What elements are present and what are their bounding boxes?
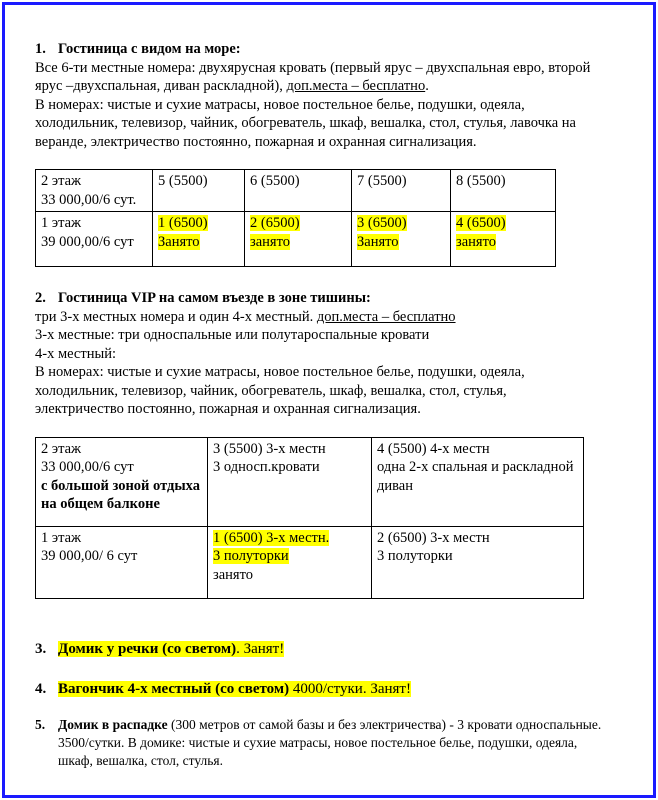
- room-cell: 5 (5500): [153, 170, 245, 212]
- price-label: 39 000,00/6 сут: [41, 233, 134, 250]
- text-line: В номерах: чистые и сухие матрасы, новое постельное белье, подушки, одеяла,: [35, 364, 525, 380]
- room-status: занято: [213, 566, 253, 583]
- text-span: три 3-х местных номера и один 4-х местный.: [35, 308, 317, 325]
- price-label: 33 000,00/6 сут: [41, 459, 134, 475]
- section-title: Гостиница с видом на море:: [58, 41, 241, 57]
- section-title: Домик в распадке: [58, 716, 168, 732]
- floor-label: 1 этаж: [41, 215, 82, 231]
- text-line: [35, 716, 635, 734]
- section-5: [35, 716, 635, 770]
- price-label: 33 000,00/6 сут.: [41, 191, 137, 208]
- room-cell: [153, 212, 245, 267]
- extra-beds-note: доп.места – бесплатно: [316, 308, 456, 325]
- section-4: [35, 680, 635, 699]
- room-beds: одна 2-х спальная и раскладной диван: [377, 459, 574, 494]
- section-3: [35, 640, 635, 659]
- room-number: 3 (5500) 3-х местн: [213, 440, 326, 457]
- price-label: 39 000,00/ 6 сут: [41, 548, 138, 564]
- extra-beds-note: доп.места – бесплатно: [286, 78, 426, 94]
- rooms-table-2: [35, 437, 584, 599]
- room-status: Занято: [158, 233, 200, 250]
- text-span: ярус –двухспальная, диван раскладной),: [35, 78, 287, 94]
- text-line: электричество постоянно, пожарная и охранная сигнализация.: [35, 401, 421, 417]
- text-line: веранде, электричество постоянно, пожарная и охранная сигнализация.: [35, 133, 477, 150]
- section-number: 2.: [35, 290, 46, 306]
- room-number: 1 (6500): [158, 215, 208, 231]
- room-number: 3 (6500): [357, 215, 407, 231]
- section-number: 5.: [35, 716, 46, 732]
- room-number: 4 (6500): [456, 215, 506, 231]
- room-cell: 6 (5500): [245, 170, 352, 212]
- floor-cell: [36, 437, 208, 526]
- room-beds: 3 полуторки: [213, 548, 289, 564]
- room-status: занято: [250, 233, 290, 250]
- floor-cell: [36, 212, 153, 267]
- room-status: Занято: [357, 233, 399, 250]
- room-cell: [352, 212, 451, 267]
- section-number: 1.: [35, 41, 46, 57]
- section-status: 4000/стуки. Занят!: [289, 681, 411, 697]
- section-1-heading: [35, 40, 635, 59]
- text-span: .: [425, 78, 429, 94]
- floor-note: с большой зоной отдыха на общем балконе: [41, 477, 200, 512]
- text-span: (300 метров от самой базы и без электричества) - 3 кровати односпальные.: [167, 716, 602, 732]
- text-line: В номерах: чистые и сухие матрасы, новое постельное белье, подушки, одеяла,: [35, 96, 525, 113]
- text-line: 3500/сутки. В домике: чистые и сухие матрасы, новое постельное белье, подушки, одеяла,: [58, 734, 578, 750]
- text-line: шкаф, вешалка, стол, стулья.: [58, 752, 223, 768]
- room-number: 4 (5500) 4-х местн: [377, 440, 490, 457]
- section-number: 4.: [35, 681, 47, 697]
- table-row: [36, 212, 556, 267]
- section-title: Домик у речки (со светом): [58, 640, 237, 657]
- room-beds: 3 односп.кровати: [213, 459, 320, 475]
- floor-label: 1 этаж: [41, 529, 82, 546]
- section-title: Гостиница VIP на самом въезде в зоне тишины:: [58, 290, 371, 306]
- room-cell: [208, 437, 372, 526]
- text-line: Все 6-ти местные номера: двухярусная кровать (первый ярус – двухспальная евро, второй: [35, 59, 591, 76]
- table-row: [36, 170, 556, 212]
- text-line: [35, 308, 635, 327]
- text-line: 4-х местный:: [35, 345, 116, 362]
- section-2-heading: [35, 289, 635, 308]
- document-body: [35, 40, 635, 770]
- room-number: 2 (6500) 3-х местн: [377, 529, 490, 546]
- section-title: Вагончик 4-х местный (со светом): [58, 681, 290, 697]
- room-beds: 3 полуторки: [377, 548, 453, 564]
- room-cell: 7 (5500): [352, 170, 451, 212]
- room-status: занято: [456, 233, 496, 250]
- room-number: 1 (6500) 3-х местн.: [213, 529, 330, 546]
- text-line: холодильник, телевизор, чайник, обогреватель, шкаф, вешалка, стол, стулья, лавочка на: [35, 115, 576, 131]
- room-number: 2 (6500): [250, 215, 300, 231]
- room-cell: [372, 437, 584, 526]
- floor-cell: [36, 526, 208, 598]
- text-line: 3-х местные: три односпальные или полутароспальные кровати: [35, 327, 430, 343]
- table-row: [36, 526, 584, 598]
- room-cell: 8 (5500): [451, 170, 556, 212]
- floor-label: 2 этаж: [41, 173, 82, 189]
- floor-cell: [36, 170, 153, 212]
- table-row: [36, 437, 584, 526]
- room-cell: [372, 526, 584, 598]
- room-cell: [451, 212, 556, 267]
- room-cell: [208, 526, 372, 598]
- rooms-table-1: [35, 169, 556, 267]
- floor-label: 2 этаж: [41, 440, 82, 457]
- text-line: холодильник, телевизор, чайник, обогреватель, шкаф, вешалка, стол, стулья,: [35, 382, 507, 399]
- section-status: . Занят!: [236, 640, 285, 657]
- section-number: 3.: [35, 640, 47, 657]
- text-line: [35, 77, 635, 96]
- room-cell: [245, 212, 352, 267]
